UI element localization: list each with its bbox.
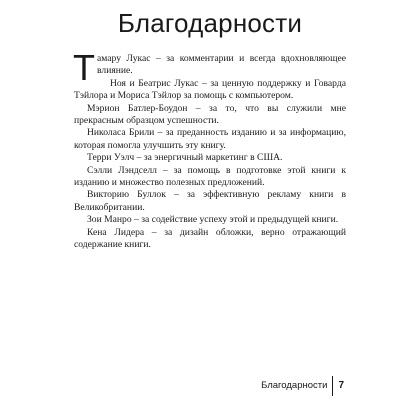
paragraph: Зои Манро – за содействие успеху этой и предыдущей книги. [87, 214, 339, 226]
paragraph: Викторию Буллок – за эффективную рекламу книги в Великобритании. [74, 189, 346, 213]
paragraph-first-text: амару Лукас – за комментарии и всегда вдохновляющее влияние. [97, 53, 346, 77]
running-head: Благодарности [261, 376, 333, 396]
page-footer [261, 376, 344, 396]
paragraph: Сэлли Лэндселл – за помощь в подготовке этой книги к изданию и множество полезных предложений. [74, 164, 346, 189]
paragraph: Терри Уэлч – за энергичный маркетинг в США. [87, 152, 283, 164]
page-title: Благодарности [117, 8, 303, 38]
paragraph: Мэрион Батлер-Боудон – за то, что вы служили мне прекрасным образцом успешности. [74, 102, 346, 127]
paragraph-first [73, 47, 346, 88]
acknowledgements-text [73, 47, 346, 252]
paragraph: Кена Лидера – за дизайн обложки, верно отражающий содержание книги. [74, 226, 346, 251]
paragraph: Николаса Брили – за преданность изданию и за информацию, которая помогла улучшить эту книгу. [74, 127, 346, 151]
paragraph: Ноя и Беатрис Лукас – за ценную поддержку и Говарда Тэйлора и Мориса Тэйлор за помощь с компьютером. [74, 77, 346, 102]
page-number: 7 [338, 380, 344, 391]
dropcap-letter: Т [73, 47, 95, 88]
